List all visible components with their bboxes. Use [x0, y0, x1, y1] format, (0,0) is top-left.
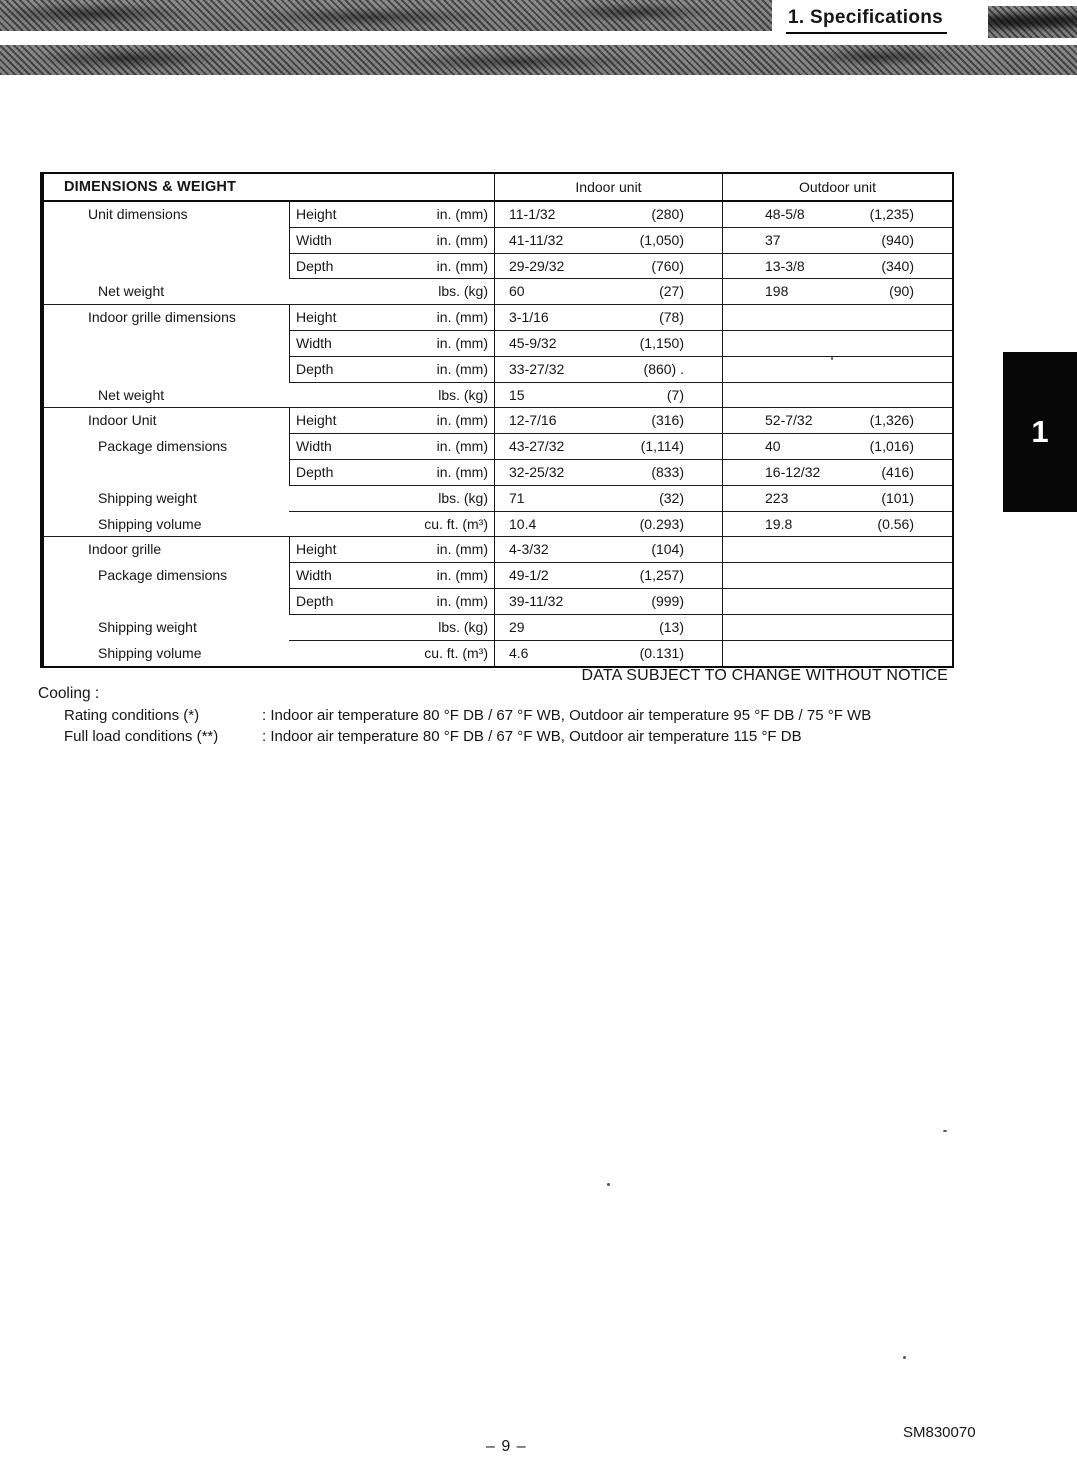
unit-label: cu. ft. (m³) — [424, 515, 488, 532]
dimension-name: Height — [296, 309, 337, 326]
outdoor-value — [722, 589, 834, 615]
chapter-tab: 1 — [1003, 352, 1077, 512]
row-label: Package dimensions — [98, 567, 228, 584]
table-row — [44, 383, 952, 409]
outdoor-metric-value — [834, 641, 952, 667]
outdoor-value — [722, 641, 834, 667]
row-label: Indoor Unit — [88, 412, 157, 429]
table-row — [44, 228, 952, 254]
indoor-value: 4-3/32 — [494, 537, 604, 563]
row-label — [44, 228, 289, 254]
full-load-conditions-text: : Indoor air temperature 80 °F DB / 67 °F WB, Outdoor air temperature 115 °F DB — [262, 728, 802, 745]
row-label — [44, 331, 289, 357]
indoor-value: 3-1/16 — [494, 305, 604, 331]
row-spec-cell — [289, 228, 494, 254]
row-spec-cell — [289, 331, 494, 357]
outdoor-metric-value: (1,016) — [834, 434, 952, 460]
row-spec-cell — [289, 589, 494, 615]
row-label: Shipping weight — [98, 618, 197, 635]
indoor-metric-value: (316) — [604, 408, 722, 434]
indoor-metric-value: (0.293) — [604, 512, 722, 538]
outdoor-value: 40 — [722, 434, 834, 460]
table-row — [44, 641, 952, 667]
outdoor-metric-value — [834, 589, 952, 615]
outdoor-metric-value: (1,235) — [834, 202, 952, 228]
indoor-metric-value: (0.131) — [639, 644, 684, 661]
scan-artifact — [831, 357, 833, 360]
row-spec-cell — [289, 279, 494, 305]
row-label: Unit dimensions — [88, 206, 188, 222]
outdoor-value: 48-5/8 — [722, 202, 834, 228]
indoor-value: 39-11/32 — [494, 589, 604, 615]
outdoor-value — [722, 615, 834, 641]
row-spec-cell — [289, 434, 494, 460]
indoor-metric-value: (1,257) — [604, 563, 722, 589]
indoor-value: 12-7/16 — [494, 408, 604, 434]
row-spec-cell — [289, 383, 494, 409]
outdoor-metric-value: (90) — [834, 279, 952, 305]
outdoor-metric-value — [834, 615, 952, 641]
row-spec-cell — [289, 512, 494, 538]
section-title: 1. Specifications — [786, 6, 947, 34]
row-spec-cell — [289, 460, 494, 486]
indoor-value: 43-27/32 — [494, 434, 604, 460]
unit-label: lbs. (kg) — [438, 489, 488, 506]
rating-conditions-text: : Indoor air temperature 80 °F DB / 67 °F WB, Outdoor air temperature 95 °F DB / 75 °F WB — [262, 707, 872, 724]
outdoor-metric-value — [834, 563, 952, 589]
row-label: Net weight — [44, 279, 289, 305]
indoor-value: 32-25/32 — [494, 460, 604, 486]
unit-label: in. (mm) — [436, 257, 488, 274]
table-row — [44, 460, 952, 486]
outdoor-value — [722, 383, 834, 409]
unit-label: lbs. (kg) — [438, 386, 488, 403]
indoor-metric-value: (32) — [604, 486, 722, 512]
header-halftone-band-right — [988, 6, 1077, 38]
dimension-name: Height — [296, 412, 337, 429]
table-row — [44, 279, 952, 305]
outdoor-value — [722, 563, 834, 589]
outdoor-value: 223 — [722, 486, 834, 512]
outdoor-value: 16-12/32 — [722, 460, 834, 486]
outdoor-value: 13-3/8 — [722, 254, 834, 280]
dimension-name: Depth — [296, 257, 334, 274]
page-number: – 9 – — [486, 1438, 527, 1455]
outdoor-value: 19.8 — [722, 512, 834, 538]
outdoor-value — [722, 357, 834, 383]
unit-label: in. (mm) — [436, 438, 488, 455]
table-row — [44, 434, 952, 460]
column-header-indoor-unit: Indoor unit — [494, 174, 722, 200]
table-row — [44, 486, 952, 512]
outdoor-metric-value: (416) — [834, 460, 952, 486]
indoor-metric-value: (760) — [604, 254, 722, 280]
unit-label: in. (mm) — [436, 592, 488, 609]
document-number: SM830070 — [903, 1424, 976, 1441]
row-spec-cell — [289, 641, 494, 667]
unit-label: in. (mm) — [436, 309, 488, 326]
table-body — [44, 202, 952, 666]
outdoor-metric-value: (340) — [834, 254, 952, 280]
indoor-metric-value: (833) — [604, 460, 722, 486]
outdoor-value: 37 — [722, 228, 834, 254]
row-spec-cell — [289, 408, 494, 434]
column-header-outdoor-unit: Outdoor unit — [722, 174, 952, 200]
indoor-metric-value: (27) — [604, 279, 722, 305]
table-row — [44, 589, 952, 615]
scan-artifact — [607, 1183, 610, 1186]
dimension-name: Width — [296, 231, 332, 248]
cooling-heading: Cooling : — [38, 685, 100, 702]
unit-label: in. (mm) — [436, 360, 488, 377]
row-spec-cell — [289, 254, 494, 280]
indoor-value: 11-1/32 — [494, 202, 604, 228]
table-row — [44, 331, 952, 357]
table-row — [44, 563, 952, 589]
table-row — [44, 305, 952, 331]
outdoor-metric-value: (0.56) — [834, 512, 952, 538]
row-label: Net weight — [44, 383, 289, 409]
table-row — [44, 254, 952, 280]
table-row — [44, 537, 952, 563]
row-label: Package dimensions — [98, 438, 228, 455]
row-label — [44, 357, 289, 383]
indoor-metric-value: (999) — [604, 589, 722, 615]
table-row — [44, 357, 952, 383]
indoor-metric-value: (13) — [604, 615, 722, 641]
outdoor-metric-value — [834, 383, 952, 409]
indoor-metric-value: (860) . — [604, 357, 722, 383]
indoor-value: 29 — [494, 615, 604, 641]
row-label: Shipping volume — [44, 512, 289, 538]
outdoor-value — [722, 305, 834, 331]
indoor-metric-value: (1,050) — [604, 228, 722, 254]
dimension-name: Depth — [296, 463, 334, 480]
table-title: DIMENSIONS & WEIGHT — [64, 179, 237, 195]
header-halftone-band-lower — [0, 45, 1077, 75]
scan-artifact — [943, 1130, 947, 1132]
row-spec-cell — [289, 305, 494, 331]
row-label: Indoor grille dimensions — [88, 309, 236, 326]
row-spec-cell — [289, 202, 494, 228]
row-label — [44, 254, 289, 280]
indoor-metric-value: (280) — [604, 202, 722, 228]
row-label — [44, 460, 289, 486]
dimensions-weight-table — [40, 172, 954, 668]
dimension-name: Height — [296, 206, 337, 222]
indoor-metric-value: (104) — [604, 537, 722, 563]
unit-label: in. (mm) — [436, 463, 488, 480]
scan-artifact — [903, 1356, 906, 1359]
row-spec-cell — [289, 615, 494, 641]
dimension-name: Height — [296, 541, 337, 558]
unit-label: in. (mm) — [436, 412, 488, 429]
outdoor-metric-value: (940) — [834, 228, 952, 254]
full-load-conditions-label: Full load conditions (**) — [64, 728, 219, 745]
unit-label: lbs. (kg) — [438, 618, 488, 635]
outdoor-value — [722, 537, 834, 563]
table-header-row — [44, 174, 952, 202]
indoor-metric-value: (1,150) — [604, 331, 722, 357]
row-label — [44, 589, 289, 615]
unit-label: in. (mm) — [436, 206, 488, 222]
row-spec-cell — [289, 537, 494, 563]
change-notice: DATA SUBJECT TO CHANGE WITHOUT NOTICE — [581, 667, 948, 684]
indoor-value: 4.6 — [494, 641, 604, 667]
indoor-value: 60 — [494, 279, 604, 305]
outdoor-value: 198 — [722, 279, 834, 305]
indoor-value: 41-11/32 — [494, 228, 604, 254]
row-spec-cell — [289, 357, 494, 383]
unit-label: lbs. (kg) — [438, 283, 488, 300]
table-row — [44, 512, 952, 538]
indoor-value: 15 — [494, 383, 604, 409]
table-row — [44, 202, 952, 228]
dimension-name: Depth — [296, 592, 334, 609]
indoor-metric-value: (7) — [604, 383, 722, 409]
indoor-value: 29-29/32 — [494, 254, 604, 280]
outdoor-metric-value — [834, 357, 952, 383]
indoor-value: 49-1/2 — [494, 563, 604, 589]
outdoor-metric-value — [834, 331, 952, 357]
dimension-name: Depth — [296, 360, 334, 377]
indoor-metric-value: (1,114) — [604, 434, 722, 460]
indoor-value: 10.4 — [494, 512, 604, 538]
outdoor-metric-value: (101) — [834, 486, 952, 512]
table-row — [44, 615, 952, 641]
outdoor-value — [722, 331, 834, 357]
row-spec-cell — [289, 486, 494, 512]
outdoor-metric-value: (1,326) — [834, 408, 952, 434]
row-spec-cell — [289, 563, 494, 589]
unit-label: in. (mm) — [436, 231, 488, 248]
indoor-metric-value: (78) — [604, 305, 722, 331]
dimension-name: Width — [296, 334, 332, 351]
outdoor-metric-value — [834, 305, 952, 331]
outdoor-metric-value — [834, 537, 952, 563]
unit-label: cu. ft. (m³) — [424, 644, 488, 661]
unit-label: in. (mm) — [436, 334, 488, 351]
row-label: Shipping volume — [98, 644, 202, 661]
unit-label: in. (mm) — [436, 541, 488, 558]
indoor-value: 71 — [494, 486, 604, 512]
dimension-name: Width — [296, 567, 332, 584]
indoor-value: 33-27/32 — [494, 357, 604, 383]
unit-label: in. (mm) — [436, 567, 488, 584]
table-row — [44, 408, 952, 434]
outdoor-value: 52-7/32 — [722, 408, 834, 434]
row-label: Indoor grille — [88, 541, 162, 558]
indoor-value: 45-9/32 — [494, 331, 604, 357]
rating-conditions-label: Rating conditions (*) — [64, 707, 200, 724]
row-label: Shipping weight — [98, 489, 197, 506]
dimension-name: Width — [296, 438, 332, 455]
header-halftone-band-left — [0, 0, 772, 31]
